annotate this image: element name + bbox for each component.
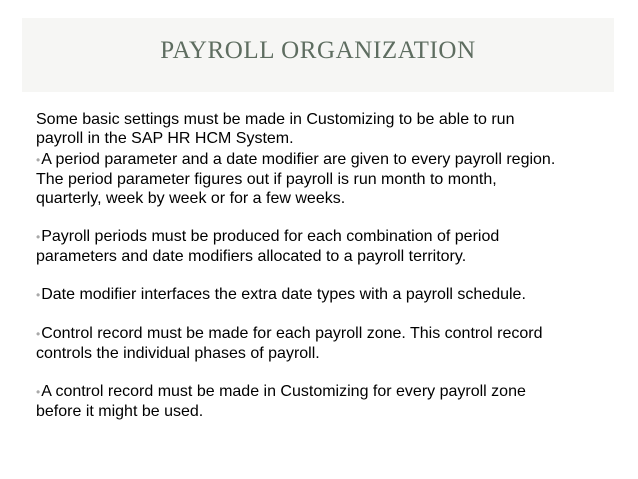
bullet-payroll-periods <box>36 227 636 266</box>
bullet-control-record-customizing <box>36 382 636 421</box>
bullet-date-modifier <box>36 285 636 305</box>
bullet-icon: • <box>36 288 41 302</box>
bullet-text: parameters and date modifiers allocated to a payroll territory. <box>36 248 467 265</box>
bullet-text: A period parameter and a date modifier are given to every payroll region. <box>41 151 556 168</box>
intro-paragraph <box>36 110 636 148</box>
intro-line: payroll in the SAP HR HCM System. <box>36 130 294 147</box>
bullet-text: quarterly, week by week or for a few weeks. <box>36 190 346 207</box>
bullet-text: Control record must be made for each payroll zone. This control record <box>41 325 543 342</box>
bullet-text: Payroll periods must be produced for each combination of period <box>41 228 500 245</box>
intro-line: Some basic settings must be made in Customizing to be able to run <box>36 111 515 128</box>
slide-title: PAYROLL ORGANIZATION <box>160 37 476 64</box>
bullet-text: controls the individual phases of payroll. <box>36 345 320 362</box>
bullet-icon: • <box>36 385 41 399</box>
title-band <box>22 18 614 92</box>
bullet-icon: • <box>36 327 41 341</box>
bullet-icon: • <box>36 230 41 244</box>
bullet-icon: • <box>36 153 41 167</box>
bullet-text: Date modifier interfaces the extra date types with a payroll schedule. <box>41 286 526 303</box>
bullet-text: The period parameter figures out if payroll is run month to month, <box>36 171 497 188</box>
bullet-text: before it might be used. <box>36 403 204 420</box>
bullet-period-parameter <box>36 150 636 208</box>
bullet-control-record <box>36 324 636 363</box>
bullet-text: A control record must be made in Customizing for every payroll zone <box>41 383 526 400</box>
slide-body <box>36 110 636 421</box>
